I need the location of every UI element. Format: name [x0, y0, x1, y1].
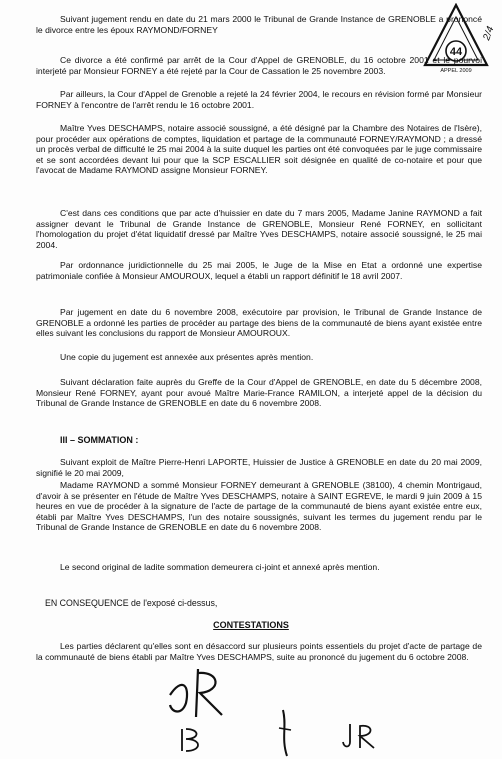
stamp-number: 44: [449, 46, 463, 58]
signature-b: [178, 725, 208, 755]
paragraph-1: Suivant jugement rendu en date du 21 mars 2000 le Tribunal de Grande Instance de GRENOBLE a prononcé le divorce entre les époux RAYMOND/FORNEY: [36, 14, 482, 35]
paragraph-4: Maître Yves DESCHAMPS, notaire associé soussigné, a été désigné par la Chambre des Notaires de l'Isère), pour procéder aux opérations de comptes, liquidation et partage de la communauté FORNEY/RAYMOND ; a dressé un procès verbal de difficulté le 25 mai 2004 à la suite duquel les parties ont été convoquées par le juge commissaire et se sont accordées devant lui pour que la SCP ESCALLIER soit désignée en qualité de co-notaire et pour que l'avocat de Madame RAYMOND assigne Monsieur FORNEY.: [36, 123, 482, 176]
paragraph-13: Les parties déclarent qu'elles sont en désaccord sur plusieurs points essentiels du projet d'acte de partage de la communauté de biens établi par Maître Yves DESCHAMPS, suite au prononcé du jugement du 6 octobre 2008.: [36, 641, 482, 662]
paragraph-8: Une copie du jugement est annexée aux présentes après mention.: [60, 352, 314, 362]
signature-jr-1: [162, 665, 232, 720]
paragraph-11: Madame RAYMOND a sommé Monsieur FORNEY demeurant à GRENOBLE (38100), 4 chemin Montrigaud, d'avoir à se présenter en l'étude de Maître Yves DESCHAMPS, notaire à SAINT EGREVE, le mardi 9 juin 2009 à 15 heures en vue de procéder à la signature de l'acte de partage de la communauté de biens ayant existée entre eux, établi par Maître Yves DESCHAMPS, l'un des notaire soussignés, suivant les termes du jugement rendu par le Tribunal de Grande Instance de GRENOBLE en date du 6 novembre 2008.: [36, 480, 482, 533]
paragraph-10: Suivant exploit de Maître Pierre-Henri LAPORTE, Huissier de Justice à GRENOBLE en date du 20 mai 2009, signifié le 20 mai 2009,: [36, 457, 482, 478]
paragraph-7: Par jugement en date du 6 novembre 2008, exécutoire par provision, le Tribunal de Grande Instance de GRENOBLE a ordonné les parties de procéder au partage des biens de la communauté de biens ayant existée entre elles suivant les conclusions du rapport de Monsieur AMOUROUX.: [36, 307, 482, 339]
stamp-text: APPEL 2009: [440, 68, 472, 73]
corner-note: 2/4: [481, 25, 497, 42]
paragraph-2: Ce divorce a été confirmé par arrêt de la Cour d'Appel de GRENOBLE, du 16 octobre 2001 et le pourvoi interjeté par Monsieur FORNEY a été rejeté par la Cour de Cassation le 25 novembre 2003.: [36, 55, 482, 76]
signature-mark: [275, 708, 295, 758]
en-consequence: EN CONSEQUENCE de l'exposé ci-dessus,: [45, 598, 218, 608]
paragraph-12: Le second original de ladite sommation demeurera ci-joint et annexé après mention.: [60, 562, 380, 572]
section-contestations: CONTESTATIONS: [213, 620, 289, 630]
paragraph-9: Suivant déclaration faite auprès du Greffe de la Cour d'Appel de GRENOBLE, en date du 5 décembre 2008, Monsieur René FORNEY, ayant pour avoué Maître Marie-France RAMILON, a interjeté appel de la décision du Tribunal de Grande Instance de GRENOBLE en date du 6 novembre 2008.: [36, 377, 482, 409]
paragraph-6: Par ordonnance juridictionnelle du 25 mai 2005, le Juge de la Mise en Etat a ordonné une expertise patrimoniale confiée à Monsieur AMOUROUX, lequel a établi un rapport définitif le 18 avril 2007.: [36, 260, 482, 281]
paragraph-5: C'est dans ces conditions que par acte d'huissier en date du 7 mars 2005, Madame Janine RAYMOND a fait assigner devant le Tribunal de Grande Instance de GRENOBLE, Monsieur René FORNEY, en sollicitant l'homologation du projet d'état liquidatif dressé par Maître Yves DESCHAMPS, notaire associé soussigné, le 25 mai 2004.: [36, 208, 482, 250]
signature-jr-2: [340, 720, 380, 752]
paragraph-3: Par ailleurs, la Cour d'Appel de Grenoble a rejeté la 24 février 2004, le recours en révision formé par Monsieur FORNEY à l'encontre de l'arrêt rendu le 16 octobre 2001.: [36, 89, 482, 110]
section-sommation: III – SOMMATION :: [60, 435, 139, 445]
